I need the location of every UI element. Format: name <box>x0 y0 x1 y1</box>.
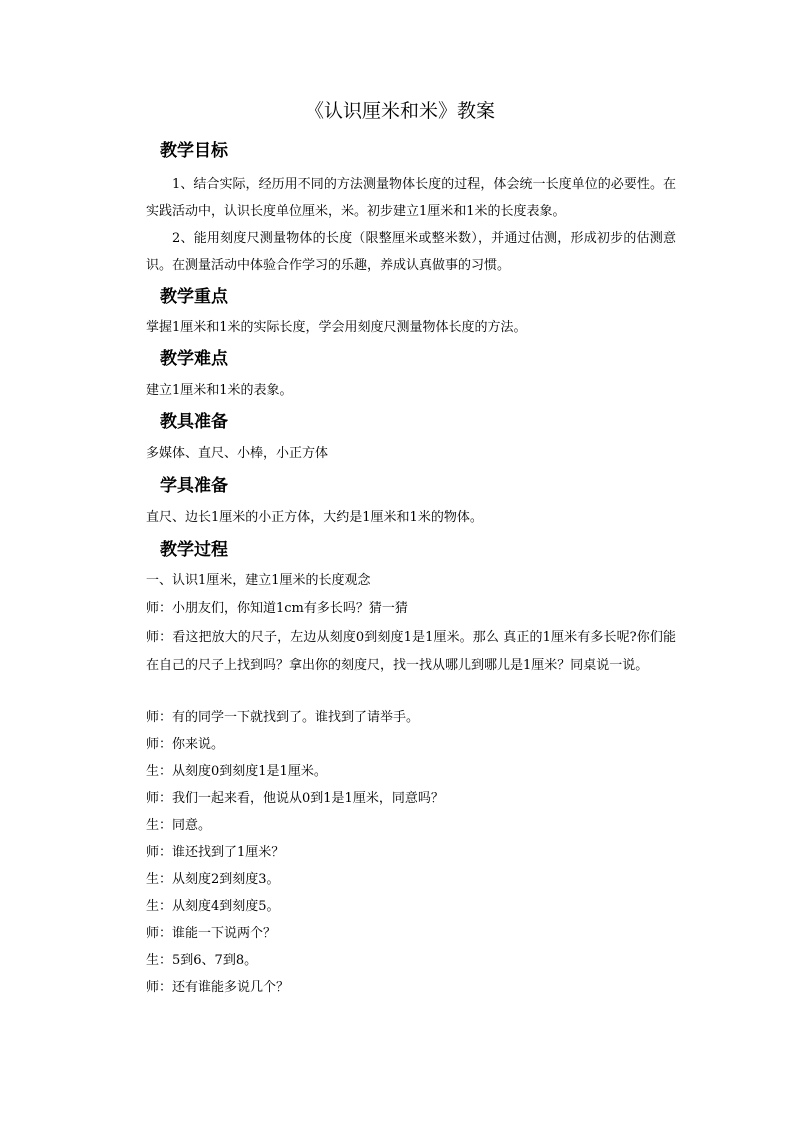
process-line: 师：你来说。 <box>146 737 225 752</box>
heading-student-aids: 学具准备 <box>160 476 228 496</box>
process-line: 师：有的同学一下就找到了。谁找到了请举手。 <box>146 710 420 725</box>
heading-objectives: 教学目标 <box>160 141 228 161</box>
process-line: 师：我们一起来看，他说从0到1是1厘米，同意吗？ <box>146 791 444 806</box>
document-page <box>120 0 680 1123</box>
process-line: 师：谁能一下说两个？ <box>146 926 277 941</box>
objective-item-1: 1、结合实际，经历用不同的方法测量物体长度的过程，体会统一长度单位的必要性。在实践活动中，认识长度单位厘米，米。初步建立1厘米和1米的长度表象。 <box>146 177 676 219</box>
heading-teaching-aids: 教具准备 <box>160 412 228 432</box>
process-line: 生：从刻度4到刻度5。 <box>146 899 280 914</box>
process-line: 生：5到6、7到8。 <box>146 953 258 968</box>
key-points-text: 掌握1厘米和1米的实际长度，学会用刻度尺测量物体长度的方法。 <box>146 320 527 335</box>
process-line: 一、认识1厘米，建立1厘米的长度观念 <box>146 573 371 588</box>
document-title: 《认识厘米和米》教案 <box>304 100 495 122</box>
heading-difficulties: 教学难点 <box>160 349 228 369</box>
student-aids-text: 直尺、边长1厘米的小正方体，大约是1厘米和1米的物体。 <box>146 510 483 525</box>
process-line: 生：同意。 <box>146 818 212 833</box>
heading-process: 教学过程 <box>160 540 228 560</box>
objective-item-2: 2、能用刻度尺测量物体的长度（限整厘米或整米数），并通过估测，形成初步的估测意识。在测量活动中体验合作学习的乐趣，养成认真做事的习惯。 <box>146 231 676 273</box>
heading-key-points: 教学重点 <box>160 287 228 307</box>
teaching-aids-text: 多媒体、直尺、小棒，小正方体 <box>146 446 329 461</box>
process-line: 生：从刻度0到刻度1是1厘米。 <box>146 764 327 779</box>
process-line: 师：小朋友们，你知道1cm有多长吗？猜一猜 <box>146 601 408 616</box>
process-line: 师：谁还找到了1厘米？ <box>146 845 285 860</box>
difficulties-text: 建立1厘米和1米的表象。 <box>146 383 293 398</box>
process-line: 师：还有谁能多说几个？ <box>146 980 290 995</box>
process-paragraph: 师：看这把放大的尺子，左边从刻度0到刻度1是1厘米。那么 真正的1厘米有多长呢?你们能在自己的尺子上找到吗？拿出你的刻度尺，找一找从哪儿到哪儿是1厘米？同桌说一说。 <box>146 630 676 673</box>
process-line: 生：从刻度2到刻度3。 <box>146 872 280 887</box>
